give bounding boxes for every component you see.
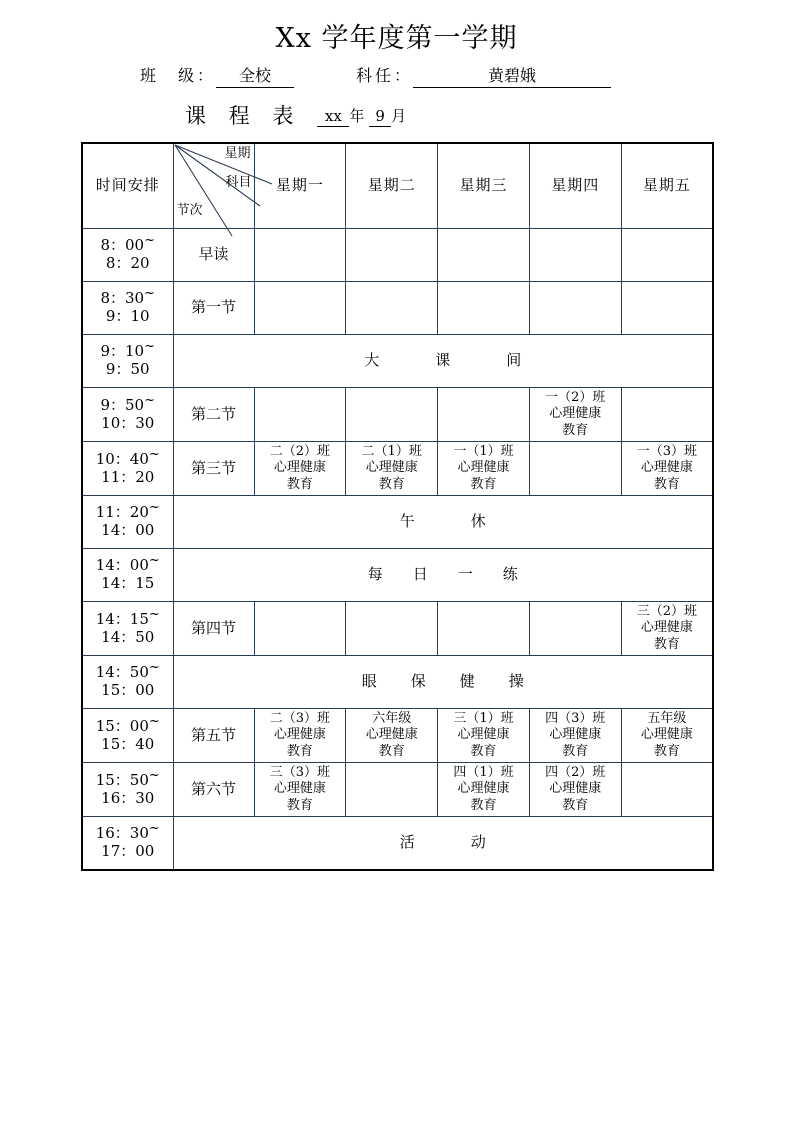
period-cell-8[interactable]: [173, 602, 254, 656]
schedule-table-wrapper: [81, 142, 712, 871]
time-cell-11: [82, 763, 173, 817]
time-start: 16：30~: [95, 821, 160, 843]
course-cell-r8-d1[interactable]: [254, 602, 346, 656]
course-cell-r11-d3[interactable]: [438, 763, 530, 817]
table-header-row: [82, 143, 713, 229]
tilde-mark: ~: [148, 446, 160, 462]
course-class-name: 一（3）班: [636, 443, 697, 459]
course-cell-r8-d5[interactable]: [621, 602, 713, 656]
course-subject-line1: 心理健康: [457, 727, 510, 743]
course-cell-r8-d4[interactable]: [529, 602, 621, 656]
time-start: 9：50~: [100, 392, 156, 414]
course-subject-line1: 心理健康: [273, 781, 326, 797]
time-end: 11：20: [101, 467, 155, 486]
course-cell-r1-d2[interactable]: [346, 229, 438, 282]
course-subject-line2: 教育: [653, 476, 680, 492]
schedule-table: [81, 142, 714, 871]
tilde-mark: ~: [148, 713, 160, 729]
date-row: [317, 107, 406, 125]
period-label: 第一节: [190, 298, 236, 317]
time-cell-7: [82, 549, 173, 602]
tilde-mark: ~: [144, 233, 156, 249]
course-subject-line2: 教育: [378, 476, 405, 492]
table-row: [82, 282, 713, 335]
course-cell-r10-d2[interactable]: [346, 709, 438, 763]
course-cell-r8-d2[interactable]: [346, 602, 438, 656]
time-start: 14：15~: [95, 606, 160, 628]
merged-activity-label: 午休: [399, 512, 542, 531]
period-label: 早读: [198, 245, 229, 264]
month-value: 9: [369, 107, 391, 127]
corner-label-weekday: 星期: [224, 146, 251, 161]
subtitle-row: [185, 100, 406, 130]
course-class-name: 二（2）班: [269, 443, 331, 459]
tilde-mark: ~: [148, 767, 160, 783]
time-end: 17：00: [101, 842, 155, 860]
course-cell-r2-d3[interactable]: [438, 282, 530, 335]
course-class-name: 一（2）班: [545, 389, 606, 405]
course-cell-r5-d2[interactable]: [346, 442, 438, 496]
course-class-name: 四（3）班: [545, 710, 606, 726]
course-cell-r11-d4[interactable]: [529, 763, 621, 817]
course-subject-line2: 教育: [286, 797, 313, 813]
class-label: 班 级：: [140, 66, 217, 85]
course-cell-r11-d1[interactable]: [254, 763, 346, 817]
time-end: 9：10: [105, 307, 150, 325]
course-class-name: 一（1）班: [453, 443, 514, 459]
tilde-mark: ~: [144, 286, 156, 302]
course-cell-r1-d1[interactable]: [254, 229, 346, 282]
merged-activity-cell: [173, 335, 713, 388]
time-cell-6: [82, 496, 173, 549]
course-class-name: 六年级: [372, 710, 412, 726]
time-cell-2: [82, 282, 173, 335]
course-entry: [622, 604, 712, 654]
corner-label-period: 节次: [176, 203, 203, 218]
time-end: 8：20: [105, 254, 150, 272]
course-cell-r11-d2[interactable]: [346, 763, 438, 817]
day-header-4: [529, 143, 621, 229]
course-subject-line1: 心理健康: [640, 460, 693, 476]
course-class-name: 三（3）班: [269, 764, 331, 780]
tilde-mark: ~: [148, 500, 160, 516]
time-start: 14：00~: [95, 553, 160, 575]
time-end: 9：50: [105, 360, 150, 378]
course-cell-r2-d2[interactable]: [346, 282, 438, 335]
page-title: Xx 学年度第一学期: [275, 23, 518, 54]
table-row: [82, 656, 713, 709]
period-cell-11[interactable]: [173, 763, 254, 817]
time-cell-4: [82, 388, 173, 442]
course-subject-line2: 教育: [653, 636, 680, 652]
day-header-1: [254, 143, 346, 229]
time-start: 9：10~: [100, 339, 156, 361]
course-subject-line2: 教育: [562, 797, 589, 813]
month-unit: 月: [391, 107, 407, 125]
period-cell-2[interactable]: [173, 282, 254, 335]
course-subject-line2: 教育: [470, 743, 497, 759]
merged-activity-label: 眼保健操: [361, 672, 558, 691]
course-subject-line1: 心理健康: [273, 460, 326, 476]
period-label: 第三节: [190, 458, 236, 477]
time-header-label: 时间安排: [95, 176, 160, 195]
course-class-name: 二（1）班: [361, 443, 422, 459]
tilde-mark: ~: [148, 821, 160, 837]
period-label: 第四节: [190, 618, 236, 637]
course-entry: [530, 390, 621, 440]
tilde-mark: ~: [148, 660, 160, 676]
time-end: 14：00: [101, 521, 155, 539]
course-cell-r2-d5[interactable]: [621, 282, 713, 335]
period-cell-1[interactable]: [173, 229, 254, 282]
time-start: 8：30~: [100, 286, 156, 308]
table-row: [82, 817, 713, 871]
time-cell-12: [82, 817, 173, 871]
course-entry: [622, 711, 712, 761]
course-class-name: 四（2）班: [545, 764, 606, 780]
course-subject-line1: 心理健康: [365, 460, 418, 476]
time-cell-5: [82, 442, 173, 496]
course-class-name: 二（3）班: [269, 710, 331, 726]
course-entry: [622, 444, 712, 494]
course-subject-line2: 教育: [470, 476, 497, 492]
course-subject-line2: 教育: [378, 743, 405, 759]
day-header-label: 星期三: [459, 176, 508, 195]
time-end: 10：30: [101, 413, 155, 432]
meta-row: [140, 63, 611, 88]
time-cell-9: [82, 656, 173, 709]
tilde-mark: ~: [144, 392, 156, 408]
course-entry: [255, 711, 346, 761]
time-cell-8: [82, 602, 173, 656]
course-entry: [530, 711, 621, 761]
course-cell-r10-d5[interactable]: [621, 709, 713, 763]
course-cell-r5-d3[interactable]: [438, 442, 530, 496]
course-class-name: 五年级: [647, 710, 687, 726]
course-subject-line1: 心理健康: [549, 406, 602, 422]
corner-diagonal-box: [174, 144, 254, 228]
course-subject-line1: 心理健康: [365, 727, 418, 743]
year-unit: 年: [349, 107, 365, 125]
tilde-mark: ~: [144, 339, 156, 355]
table-row: [82, 549, 713, 602]
course-cell-r2-d1[interactable]: [254, 282, 346, 335]
time-end: 14：50: [101, 627, 155, 646]
merged-activity-label: 大课间: [364, 351, 578, 370]
course-class-name: 三（2）班: [636, 603, 697, 619]
time-start: 14：50~: [95, 660, 160, 682]
course-subject-line2: 教育: [562, 743, 589, 759]
course-subject-line1: 心理健康: [549, 727, 602, 743]
class-value: 全校: [216, 63, 294, 88]
course-cell-r4-d3[interactable]: [438, 388, 530, 442]
course-entry: [438, 711, 529, 761]
course-entry: [255, 444, 346, 494]
course-cell-r1-d3[interactable]: [438, 229, 530, 282]
course-entry: [346, 711, 437, 761]
time-cell-1: [82, 229, 173, 282]
course-cell-r5-d4[interactable]: [529, 442, 621, 496]
course-entry: [438, 444, 529, 494]
course-cell-r5-d5[interactable]: [621, 442, 713, 496]
course-entry: [530, 765, 621, 815]
course-cell-r10-d4[interactable]: [529, 709, 621, 763]
tilde-mark: ~: [148, 606, 160, 622]
merged-activity-cell: [173, 549, 713, 602]
course-subject-line2: 教育: [286, 743, 313, 759]
corner-header-cell: [173, 143, 254, 229]
day-header-3: [438, 143, 530, 229]
course-cell-r4-d1[interactable]: [254, 388, 346, 442]
course-class-name: 三（1）班: [453, 710, 514, 726]
year-value: xx: [317, 107, 349, 127]
day-header-label: 星期二: [367, 176, 416, 195]
course-cell-r4-d2[interactable]: [346, 388, 438, 442]
table-row: [82, 763, 713, 817]
course-cell-r11-d5[interactable]: [621, 763, 713, 817]
table-row: [82, 335, 713, 388]
course-subject-line1: 心理健康: [549, 781, 602, 797]
course-cell-r2-d4[interactable]: [529, 282, 621, 335]
time-cell-3: [82, 335, 173, 388]
course-subject-line1: 心理健康: [457, 781, 510, 797]
period-cell-10[interactable]: [173, 709, 254, 763]
period-label: 第五节: [190, 725, 236, 744]
time-start: 15：50~: [95, 767, 160, 789]
course-cell-r1-d4[interactable]: [529, 229, 621, 282]
day-header-label: 星期四: [551, 176, 600, 195]
time-end: 15：40: [101, 734, 155, 753]
course-subject-line1: 心理健康: [640, 620, 693, 636]
day-header-label: 星期一: [275, 176, 324, 195]
course-subject-line2: 教育: [653, 743, 680, 759]
table-row: [82, 709, 713, 763]
merged-activity-cell: [173, 817, 713, 871]
day-header-label: 星期五: [642, 176, 691, 195]
time-end: 14：15: [101, 574, 155, 592]
merged-activity-cell: [173, 496, 713, 549]
course-subject-line2: 教育: [470, 797, 497, 813]
time-start: 10：40~: [95, 446, 160, 468]
time-end: 16：30: [101, 788, 155, 807]
course-entry: [438, 765, 529, 815]
time-start: 15：00~: [95, 713, 160, 735]
course-subject-line2: 教育: [562, 422, 589, 438]
time-cell-10: [82, 709, 173, 763]
course-cell-r10-d1[interactable]: [254, 709, 346, 763]
merged-activity-label: 活动: [399, 833, 542, 852]
period-cell-5[interactable]: [173, 442, 254, 496]
course-subject-line1: 心理健康: [640, 727, 693, 743]
course-class-name: 四（1）班: [453, 764, 514, 780]
course-subject-line1: 心理健康: [273, 727, 326, 743]
time-start: 11：20~: [95, 500, 160, 522]
course-cell-r1-d5[interactable]: [621, 229, 713, 282]
time-end: 15：00: [101, 681, 155, 699]
table-row: [82, 442, 713, 496]
table-row: [82, 496, 713, 549]
teacher-label: 科任：: [356, 66, 414, 85]
table-row: [82, 388, 713, 442]
time-header-cell: [82, 143, 173, 229]
course-entry: [255, 765, 346, 815]
teacher-value: 黄碧娥: [413, 63, 611, 88]
day-header-2: [346, 143, 438, 229]
day-header-5: [621, 143, 713, 229]
course-cell-r5-d1[interactable]: [254, 442, 346, 496]
subtitle: 课 程 表: [185, 104, 302, 128]
period-label: 第二节: [190, 404, 236, 423]
corner-label-subject: 科目: [225, 175, 252, 190]
merged-activity-label: 每日一练: [367, 565, 548, 584]
course-cell-r4-d4[interactable]: [529, 388, 621, 442]
period-cell-4[interactable]: [173, 388, 254, 442]
time-start: 8：00~: [100, 233, 156, 255]
course-cell-r10-d3[interactable]: [438, 709, 530, 763]
course-entry: [346, 444, 437, 494]
table-row: [82, 229, 713, 282]
course-subject-line2: 教育: [286, 476, 313, 492]
table-row: [82, 602, 713, 656]
tilde-mark: ~: [148, 553, 160, 569]
period-label: 第六节: [190, 779, 236, 798]
course-cell-r8-d3[interactable]: [438, 602, 530, 656]
course-cell-r4-d5[interactable]: [621, 388, 713, 442]
course-subject-line1: 心理健康: [457, 460, 510, 476]
merged-activity-cell: [173, 656, 713, 709]
